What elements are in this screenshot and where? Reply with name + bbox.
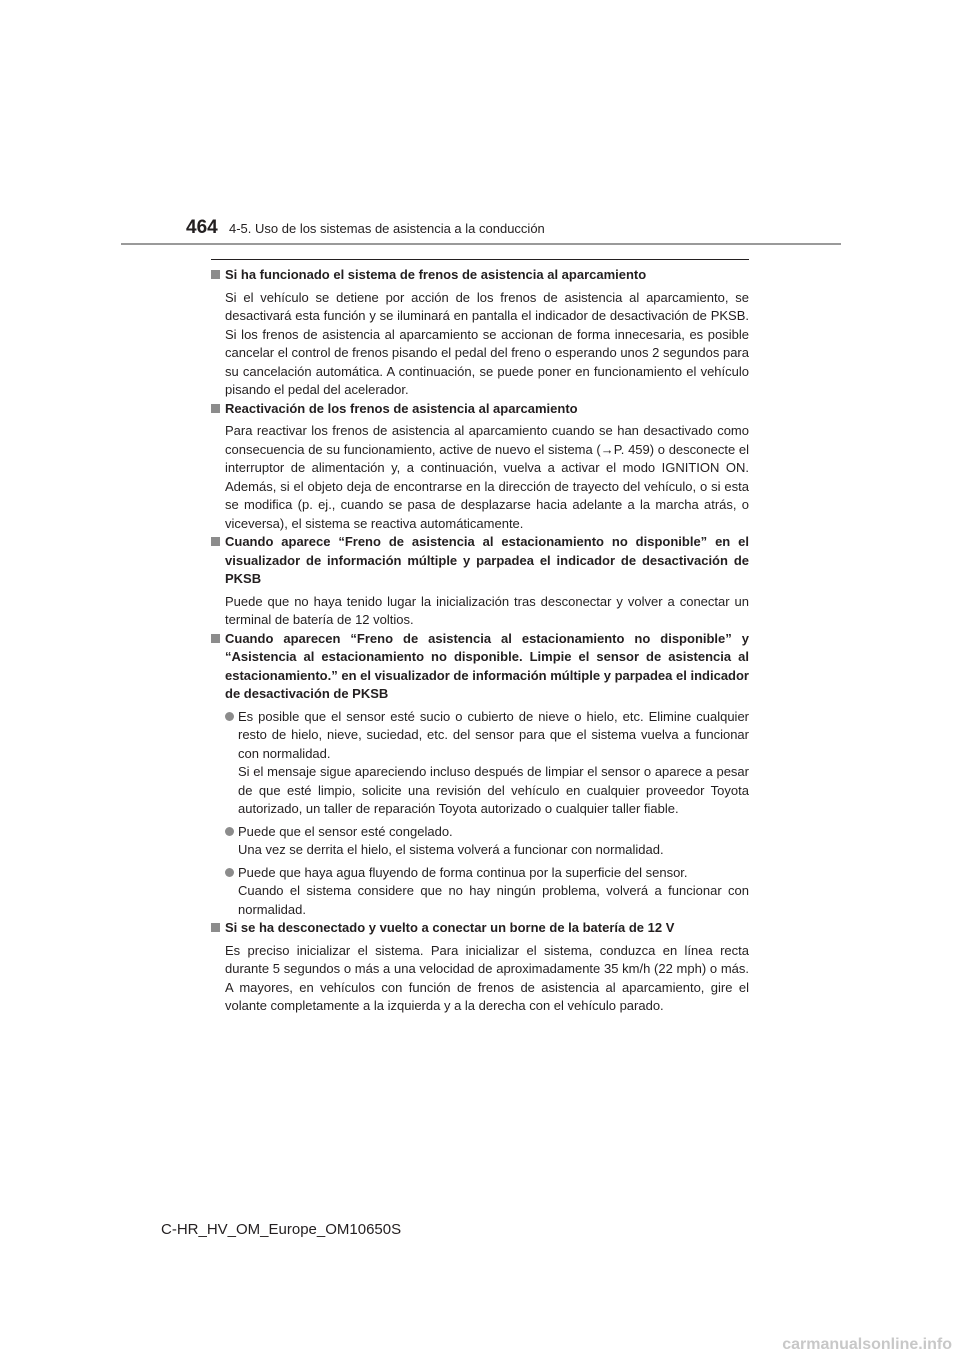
section-4 [211, 630, 749, 920]
round-bullet-icon [225, 712, 234, 721]
document-id: C-HR_HV_OM_Europe_OM10650S [161, 1221, 402, 1238]
section-paragraph: Si el vehículo se detiene por acción de los frenos de asistencia al aparcamiento, se desactivará esta función y se iluminará en pantalla el indicador de desactivación de PKSB. Si los frenos de asistencia al aparcamiento se accionan de forma innecesaria, es posible cancelar el control de frenos pisando el pedal del freno o esperando unos 2 segundos para su cancelación automática. A continuación, se puede poner en funcionamiento el vehículo pisando el pedal del acelerador. [225, 289, 749, 397]
list-item-text: Es posible que el sensor esté sucio o cubierto de nieve o hielo, etc. Elimine cualquier resto de hielo, nieve, suciedad, etc. del sensor para que el sistema vuelva a funcionar con normalidad. [238, 708, 749, 761]
list-item [211, 823, 749, 860]
section-heading: Si se ha desconectado y vuelto a conectar un borne de la batería de 12 V [211, 919, 749, 938]
section-paragraph: Puede que no haya tenido lugar la inicialización tras desconectar y volver a conectar un terminal de batería de 12 voltios. [225, 593, 749, 627]
section-paragraph: Es preciso inicializar el sistema. Para inicializar el sistema, conduzca en línea recta durante 5 segundos o más a una velocidad de aproximadamente 35 km/h (22 mph) o más. A mayores, en vehículos con función de frenos de asistencia al aparcamiento, gire el volante completamente a la izquierda y a la derecha con el vehículo parado. [225, 942, 749, 1013]
list-item-text: Puede que haya agua fluyendo de forma continua por la superficie del sensor. [238, 864, 688, 880]
square-bullet-icon [211, 404, 220, 413]
square-bullet-icon [211, 923, 220, 932]
square-bullet-icon [211, 634, 220, 643]
list-item-text: Puede que el sensor esté congelado. [238, 823, 453, 839]
content-divider [211, 259, 749, 260]
square-bullet-icon [211, 270, 220, 279]
round-bullet-icon [225, 827, 234, 836]
section-heading: Cuando aparecen “Freno de asistencia al estacionamiento no disponible” y “Asistencia al estacionamiento no disponible. Limpie el sensor de asistencia al estacionamiento.” en el visualizador de información múltiple y parpadea el indicador de desactivación de PKSB [211, 630, 749, 704]
section-1 [211, 266, 749, 400]
section-2 [211, 400, 749, 534]
square-bullet-icon [211, 537, 220, 546]
list-item [211, 864, 749, 920]
watermark: carmanualsonline.info [782, 1336, 952, 1353]
list-item-text: Cuando el sistema considere que no hay ningún problema, volverá a funcionar con normalidad. [238, 883, 749, 917]
list-item-text: Si el mensaje sigue apareciendo incluso después de limpiar el sensor o aparece a pesar de que esté limpio, solicite una revisión del vehículo en cualquier proveedor Toyota autorizado, un taller de reparación Toyota autorizado o cualquier taller fiable. [238, 764, 749, 816]
section-5 [211, 919, 749, 1016]
header-divider [121, 243, 841, 245]
list-item [211, 708, 749, 819]
section-heading: Si ha funcionado el sistema de frenos de asistencia al aparcamiento [211, 266, 749, 285]
list-item-text: Una vez se derrita el hielo, el sistema volverá a funcionar con normalidad. [238, 842, 664, 857]
page-content [211, 266, 749, 1016]
page-number: 464 [186, 217, 218, 238]
section-3 [211, 533, 749, 630]
section-heading: Reactivación de los frenos de asistencia al aparcamiento [211, 400, 749, 419]
round-bullet-icon [225, 868, 234, 877]
section-title: 4-5. Uso de los sistemas de asistencia a la conducción [229, 221, 545, 236]
section-heading: Cuando aparece “Freno de asistencia al estacionamiento no disponible” en el visualizador de información múltiple y parpadea el indicador de desactivación de PKSB [211, 533, 749, 589]
section-paragraph: Para reactivar los frenos de asistencia al aparcamiento cuando se han desactivado como consecuencia de su funcionamiento, active de nuevo el sistema (→P. 459) o desconecte el interruptor de alimentación y, a continuación, vuelva a activar el modo IGNITION ON. Además, si el objeto deja de encontrarse en la dirección de trayecto del vehículo, o si esta se modifica (p. ej., cuando se pasa de desplazarse hacia adelante a la marcha atrás, o viceversa), el sistema se reactiva automáticamente. [225, 423, 749, 531]
